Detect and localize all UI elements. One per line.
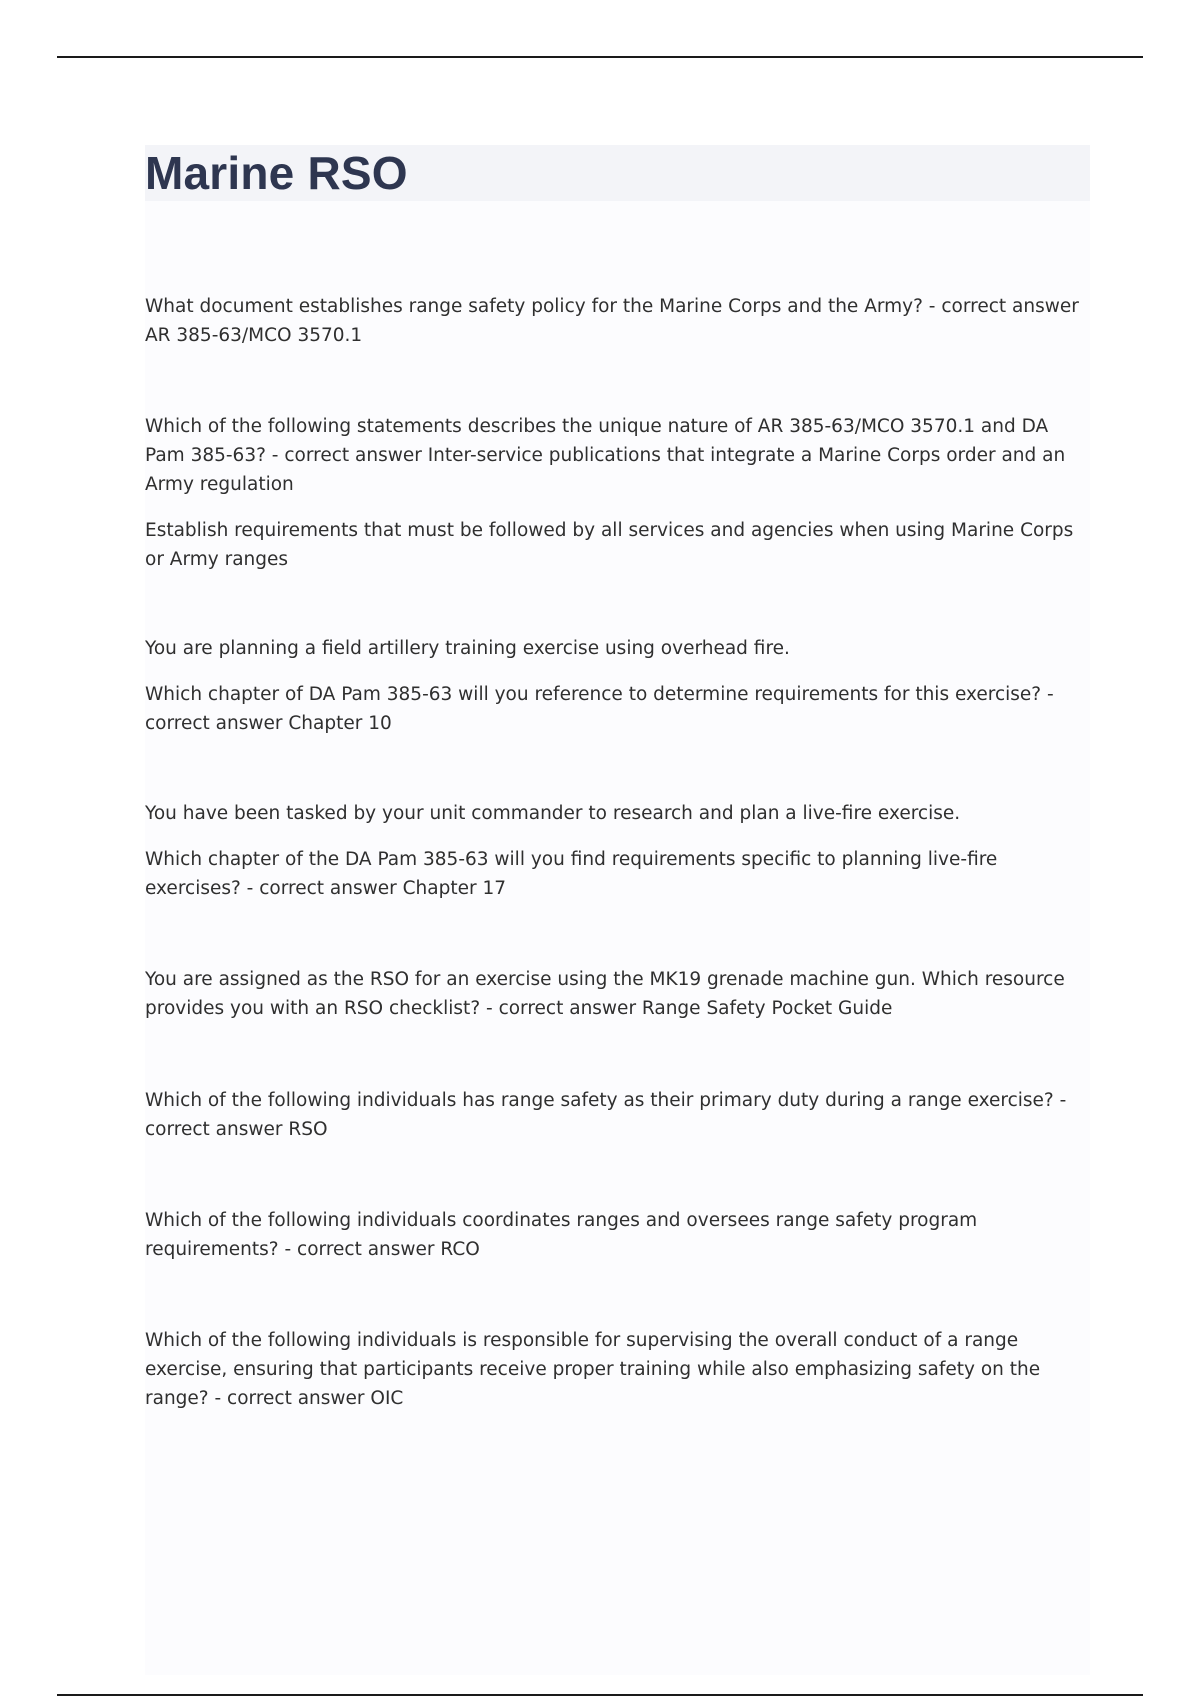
content-panel	[145, 145, 1090, 1675]
footer-rule	[57, 1694, 1143, 1696]
page-title: Marine RSO	[145, 147, 408, 199]
qa-item	[145, 1086, 1085, 1144]
qa-paragraph: Which of the following individuals coordinates ranges and oversees range safety program requirements? - correct answer RCO	[145, 1210, 978, 1260]
header-rule	[57, 56, 1143, 58]
qa-paragraph: You are assigned as the RSO for an exercise using the MK19 grenade machine gun. Which resource provides you with an RSO checklist? - correct answer Range Safety Pocket Guide	[145, 969, 1065, 1019]
qa-paragraph: Establish requirements that must be followed by all services and agencies when using Marine Corps or Army ranges	[145, 520, 1074, 570]
qa-item	[145, 412, 1085, 574]
qa-item	[145, 292, 1085, 350]
qa-paragraph: You have been tasked by your unit commander to research and plan a live-fire exercise.	[145, 803, 961, 824]
qa-paragraph: Which of the following individuals has range safety as their primary duty during a range exercise? - correct answer RSO	[145, 1090, 1067, 1140]
qa-paragraph: Which of the following statements describes the unique nature of AR 385-63/MCO 3570.1 and DA Pam 385-63? - correct answer Inter-service publications that integrate a Marine Corps order and an Army regulation	[145, 416, 1066, 495]
qa-item	[145, 799, 1085, 903]
qa-paragraph: You are planning a field artillery training exercise using overhead fire.	[145, 638, 790, 659]
qa-paragraph: Which chapter of the DA Pam 385-63 will you find requirements specific to planning live-fire exercises? - correct answer Chapter 17	[145, 849, 998, 899]
qa-item	[145, 1326, 1085, 1413]
qa-item	[145, 634, 1085, 738]
qa-paragraph: What document establishes range safety policy for the Marine Corps and the Army? - correct answer AR 385-63/MCO 3570.1	[145, 296, 1079, 346]
qa-item	[145, 965, 1085, 1023]
qa-paragraph: Which chapter of DA Pam 385-63 will you reference to determine requirements for this exercise? - correct answer Chapter 10	[145, 684, 1054, 734]
qa-paragraph: Which of the following individuals is responsible for supervising the overall conduct of a range exercise, ensuring that participants receive proper training while also emphasizing safety on the range? - correct answer OIC	[145, 1330, 1041, 1409]
qa-item	[145, 1206, 1085, 1264]
